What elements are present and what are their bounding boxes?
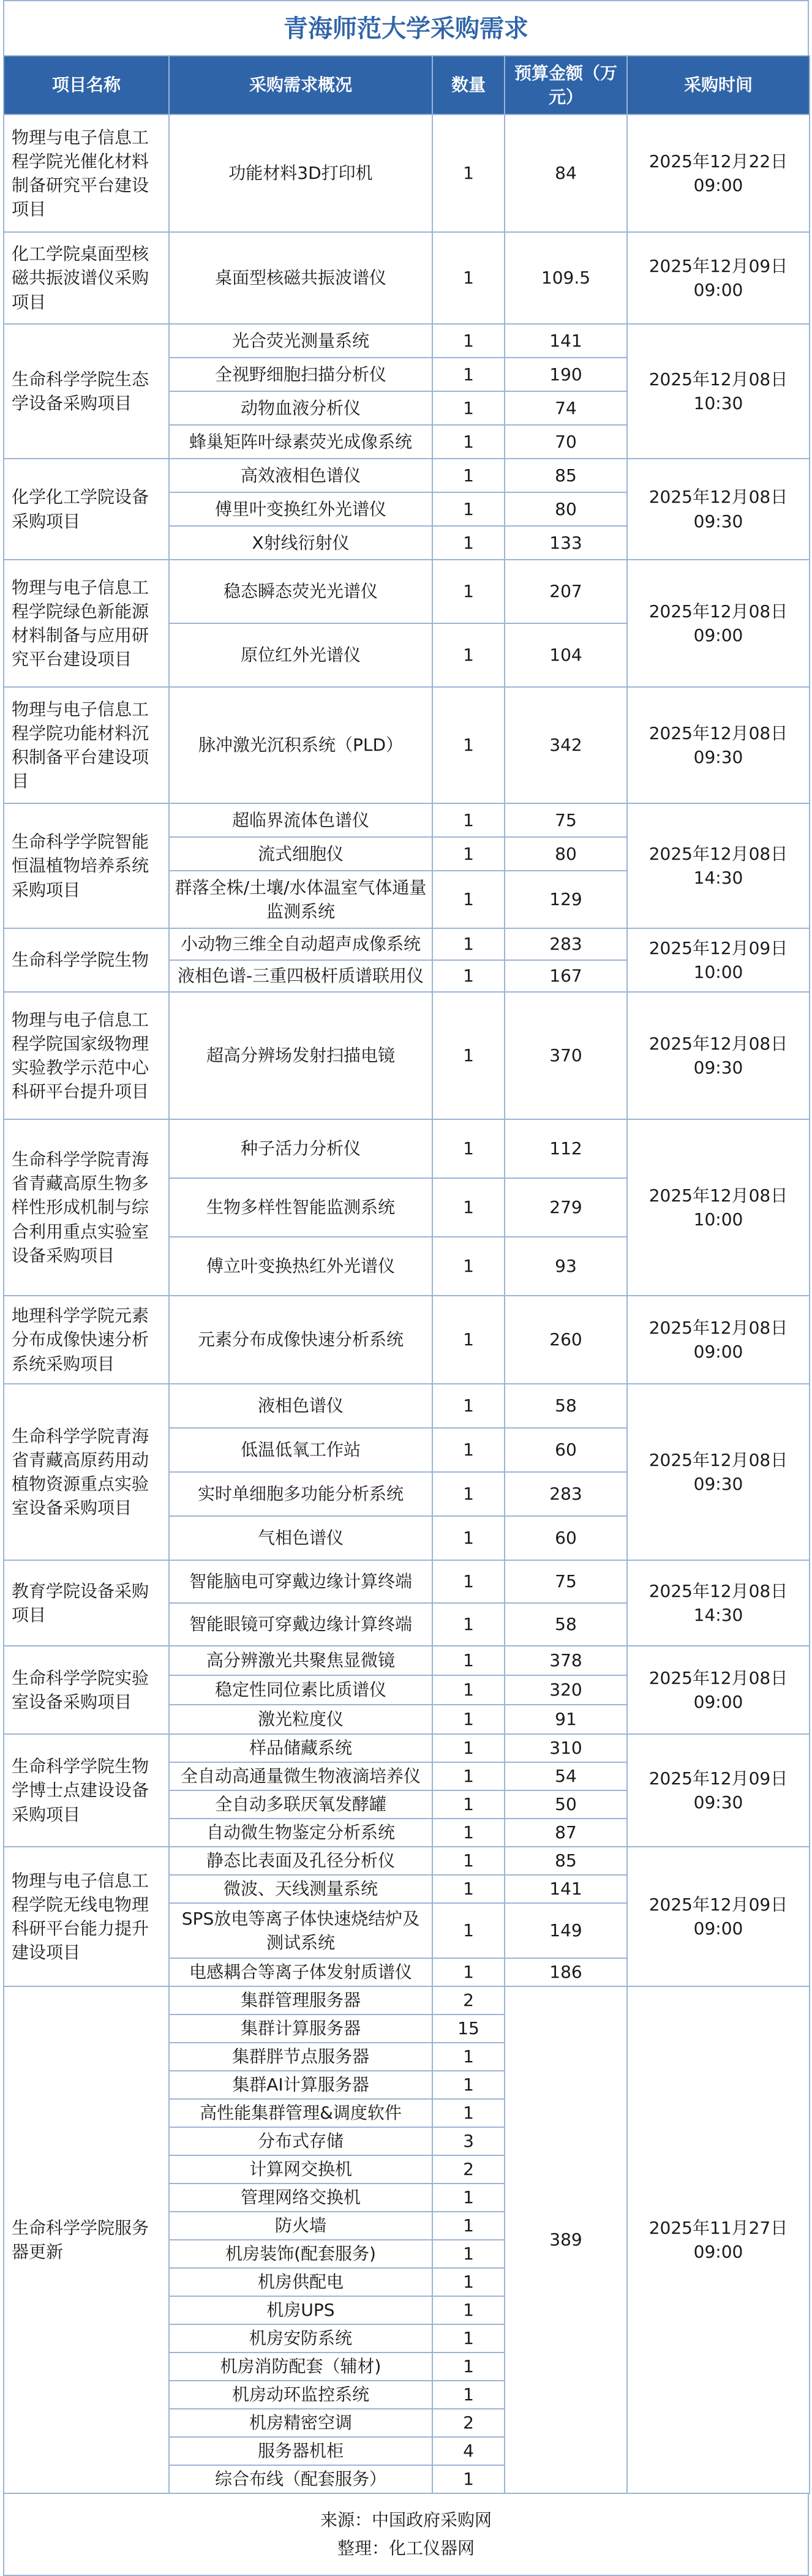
project-name: 化学化工学院设备采购项目 — [4, 459, 169, 560]
item-budget: 283 — [505, 928, 627, 960]
project-name: 生命科学学院生物 — [4, 928, 169, 992]
project-name: 生命科学学院青海省青藏高原生物多样性形成机制与综合利用重点实验室设备采购项目 — [4, 1119, 169, 1296]
table-row — [4, 324, 810, 358]
item-qty: 1 — [432, 1516, 505, 1560]
purchase-time: 2025年12月08日 09:30 — [627, 1384, 810, 1560]
item-name: 生物多样性智能监测系统 — [169, 1178, 432, 1237]
item-qty: 1 — [432, 425, 505, 459]
item-qty: 1 — [432, 1384, 505, 1428]
item-budget: 370 — [505, 992, 627, 1119]
item-name: 高性能集群管理&调度软件 — [169, 2099, 432, 2127]
item-qty: 1 — [432, 2296, 505, 2324]
purchase-time: 2025年12月09日 09:00 — [627, 1847, 810, 1986]
item-qty: 1 — [432, 391, 505, 425]
item-name: 元素分布成像快速分析系统 — [169, 1296, 432, 1384]
table-row — [4, 459, 810, 492]
project-name: 物理与电子信息工程学院无线电物理科研平台能力提升建设项目 — [4, 1847, 169, 1986]
purchase-time: 2025年12月08日 09:30 — [627, 687, 810, 803]
item-budget: 109.5 — [505, 232, 627, 324]
item-name: 自动微生物鉴定分析系统 — [169, 1819, 432, 1847]
item-qty: 4 — [432, 2437, 505, 2465]
item-budget: 310 — [505, 1734, 627, 1762]
item-name: 低温低氧工作站 — [169, 1428, 432, 1472]
purchase-time: 2025年12月08日 09:30 — [627, 459, 810, 560]
table-body — [4, 115, 810, 2493]
item-budget: 141 — [505, 324, 627, 358]
item-budget: 74 — [505, 391, 627, 425]
item-qty: 1 — [432, 960, 505, 992]
item-name: 计算网交换机 — [169, 2155, 432, 2184]
item-budget: 186 — [505, 1958, 627, 1986]
item-qty: 1 — [432, 2381, 505, 2409]
procurement-page — [3, 0, 809, 2576]
item-qty: 1 — [432, 2465, 505, 2493]
item-budget: 60 — [505, 1428, 627, 1472]
item-budget: 207 — [505, 560, 627, 623]
item-qty: 1 — [432, 2324, 505, 2353]
table-row — [4, 560, 810, 623]
item-name: 流式细胞仪 — [169, 837, 432, 871]
item-name: 全视野细胞扫描分析仪 — [169, 358, 432, 391]
item-name: X射线衍射仪 — [169, 526, 432, 560]
item-qty: 1 — [432, 1237, 505, 1296]
table-row — [4, 1119, 810, 1178]
table-row — [4, 992, 810, 1119]
item-budget: 58 — [505, 1384, 627, 1428]
item-name: 液相色谱仪 — [169, 1384, 432, 1428]
purchase-time: 2025年12月08日 14:30 — [627, 803, 810, 928]
item-name: 智能脑电可穿戴边缘计算终端 — [169, 1560, 432, 1603]
table-row — [4, 1734, 810, 1762]
item-qty: 1 — [432, 115, 505, 232]
project-name: 生命科学学院实验室设备采购项目 — [4, 1646, 169, 1734]
item-budget: 104 — [505, 623, 627, 687]
item-budget: 320 — [505, 1675, 627, 1705]
item-budget: 60 — [505, 1516, 627, 1560]
item-qty: 2 — [432, 1986, 505, 2015]
item-name: SPS放电等离子体快速烧结炉及测试系统 — [169, 1903, 432, 1958]
item-qty: 1 — [432, 1603, 505, 1646]
footer — [3, 2494, 809, 2576]
item-qty: 1 — [432, 2184, 505, 2212]
item-qty: 2 — [432, 2155, 505, 2184]
item-budget: 58 — [505, 1603, 627, 1646]
item-qty: 1 — [432, 1119, 505, 1178]
item-qty: 1 — [432, 1958, 505, 1986]
item-budget: 70 — [505, 425, 627, 459]
item-budget: 129 — [505, 871, 627, 928]
item-name: 集群AI计算服务器 — [169, 2071, 432, 2099]
item-name: 集群胖节点服务器 — [169, 2043, 432, 2071]
item-name: 动物血液分析仪 — [169, 391, 432, 425]
item-name: 综合布线（配套服务） — [169, 2465, 432, 2493]
table-row — [4, 115, 810, 232]
purchase-time: 2025年12月08日 10:30 — [627, 324, 810, 459]
header-qty: 数量 — [432, 56, 505, 115]
item-budget: 260 — [505, 1296, 627, 1384]
item-budget: 378 — [505, 1646, 627, 1675]
item-qty: 1 — [432, 324, 505, 358]
item-budget: 54 — [505, 1762, 627, 1790]
item-name: 机房供配电 — [169, 2268, 432, 2296]
project-name: 地理科学学院元素分布成像快速分析系统采购项目 — [4, 1296, 169, 1384]
header-project: 项目名称 — [4, 56, 169, 115]
item-name: 防火墙 — [169, 2212, 432, 2240]
item-qty: 1 — [432, 1903, 505, 1958]
item-qty: 1 — [432, 1428, 505, 1472]
item-name: 小动物三维全自动超声成像系统 — [169, 928, 432, 960]
table-row — [4, 1986, 810, 2015]
item-name: 实时单细胞多功能分析系统 — [169, 1472, 432, 1516]
item-name: 功能材料3D打印机 — [169, 115, 432, 232]
table-row — [4, 1646, 810, 1675]
item-qty: 1 — [432, 232, 505, 324]
purchase-time: 2025年12月09日 09:00 — [627, 232, 810, 324]
purchase-time: 2025年12月09日 10:00 — [627, 928, 810, 992]
purchase-time: 2025年12月09日 09:30 — [627, 1734, 810, 1847]
item-qty: 1 — [432, 526, 505, 560]
item-qty: 1 — [432, 358, 505, 391]
item-name: 机房安防系统 — [169, 2324, 432, 2353]
item-name: 全自动多联厌氧发酵罐 — [169, 1790, 432, 1819]
item-name: 傅立叶变换热红外光谱仪 — [169, 1237, 432, 1296]
procurement-table — [3, 55, 810, 2494]
item-qty: 1 — [432, 623, 505, 687]
item-name: 智能眼镜可穿戴边缘计算终端 — [169, 1603, 432, 1646]
item-qty: 3 — [432, 2127, 505, 2155]
item-qty: 1 — [432, 459, 505, 492]
purchase-time: 2025年12月22日 09:00 — [627, 115, 810, 232]
item-budget: 91 — [505, 1705, 627, 1734]
item-name: 蜂巢矩阵叶绿素荧光成像系统 — [169, 425, 432, 459]
item-qty: 1 — [432, 1646, 505, 1675]
item-budget: 342 — [505, 687, 627, 803]
footer-editor: 整理：化工仪器网 — [337, 2538, 475, 2558]
item-qty: 1 — [432, 1705, 505, 1734]
item-budget: 80 — [505, 837, 627, 871]
item-qty: 1 — [432, 2212, 505, 2240]
item-budget: 80 — [505, 492, 627, 526]
item-qty: 1 — [432, 2099, 505, 2127]
item-qty: 1 — [432, 1675, 505, 1705]
project-name: 物理与电子信息工程学院功能材料沉积制备平台建设项目 — [4, 687, 169, 803]
item-qty: 1 — [432, 928, 505, 960]
page-title: 青海师范大学采购需求 — [3, 0, 809, 55]
project-name: 教育学院设备采购项目 — [4, 1560, 169, 1646]
item-qty: 1 — [432, 2240, 505, 2268]
item-budget: 85 — [505, 1847, 627, 1875]
item-budget: 112 — [505, 1119, 627, 1178]
item-budget: 93 — [505, 1237, 627, 1296]
item-budget: 389 — [505, 1986, 627, 2493]
table-row — [4, 803, 810, 837]
item-budget: 133 — [505, 526, 627, 560]
table-row — [4, 232, 810, 324]
table-row — [4, 1296, 810, 1384]
item-name: 微波、天线测量系统 — [169, 1875, 432, 1903]
item-name: 机房消防配套（辅材) — [169, 2353, 432, 2381]
item-name: 机房精密空调 — [169, 2409, 432, 2437]
item-name: 集群计算服务器 — [169, 2015, 432, 2043]
project-name: 化工学院桌面型核磁共振波谱仪采购项目 — [4, 232, 169, 324]
item-budget: 84 — [505, 115, 627, 232]
item-qty: 2 — [432, 2409, 505, 2437]
item-budget: 190 — [505, 358, 627, 391]
item-qty: 1 — [432, 1875, 505, 1903]
table-row — [4, 928, 810, 960]
item-name: 高分辨激光共聚焦显微镜 — [169, 1646, 432, 1675]
item-name: 样品储藏系统 — [169, 1734, 432, 1762]
item-qty: 1 — [432, 1472, 505, 1516]
purchase-time: 2025年12月08日 09:00 — [627, 1646, 810, 1734]
item-name: 管理网络交换机 — [169, 2184, 432, 2212]
item-name: 种子活力分析仪 — [169, 1119, 432, 1178]
item-qty: 1 — [432, 492, 505, 526]
item-budget: 75 — [505, 1560, 627, 1603]
item-name: 机房动环监控系统 — [169, 2381, 432, 2409]
header-item: 采购需求概况 — [169, 56, 432, 115]
item-qty: 1 — [432, 1819, 505, 1847]
table-row — [4, 1847, 810, 1875]
item-qty: 1 — [432, 2071, 505, 2099]
item-name: 集群管理服务器 — [169, 1986, 432, 2015]
item-name: 超高分辨场发射扫描电镜 — [169, 992, 432, 1119]
item-name: 超临界流体色谱仪 — [169, 803, 432, 837]
purchase-time: 2025年12月08日 10:00 — [627, 1119, 810, 1296]
item-name: 稳定性同位素比质谱仪 — [169, 1675, 432, 1705]
item-qty: 1 — [432, 2043, 505, 2071]
item-name: 桌面型核磁共振波谱仪 — [169, 232, 432, 324]
project-name: 生命科学学院青海省青藏高原药用动植物资源重点实验室设备采购项目 — [4, 1384, 169, 1560]
item-name: 液相色谱-三重四极杆质谱联用仪 — [169, 960, 432, 992]
project-name: 物理与电子信息工程学院国家级物理实验教学示范中心科研平台提升项目 — [4, 992, 169, 1119]
item-budget: 167 — [505, 960, 627, 992]
item-qty: 1 — [432, 2268, 505, 2296]
item-qty: 1 — [432, 1560, 505, 1603]
item-name: 光合荧光测量系统 — [169, 324, 432, 358]
item-budget: 87 — [505, 1819, 627, 1847]
item-name: 机房UPS — [169, 2296, 432, 2324]
item-budget: 75 — [505, 803, 627, 837]
item-qty: 15 — [432, 2015, 505, 2043]
project-name: 生命科学学院生物学博士点建设设备采购项目 — [4, 1734, 169, 1847]
header-time: 采购时间 — [627, 56, 810, 115]
table-row — [4, 687, 810, 803]
purchase-time: 2025年11月27日 09:00 — [627, 1986, 810, 2493]
purchase-time: 2025年12月08日 09:00 — [627, 560, 810, 687]
purchase-time: 2025年12月08日 09:00 — [627, 1296, 810, 1384]
item-qty: 1 — [432, 871, 505, 928]
item-name: 傅里叶变换红外光谱仪 — [169, 492, 432, 526]
item-name: 服务器机柜 — [169, 2437, 432, 2465]
item-name: 高效液相色谱仪 — [169, 459, 432, 492]
item-qty: 1 — [432, 1762, 505, 1790]
table-row — [4, 1560, 810, 1603]
item-qty: 1 — [432, 1847, 505, 1875]
item-budget: 149 — [505, 1903, 627, 1958]
item-name: 分布式存储 — [169, 2127, 432, 2155]
item-name: 气相色谱仪 — [169, 1516, 432, 1560]
footer-source: 来源：中国政府采购网 — [320, 2510, 492, 2530]
item-name: 脉冲激光沉积系统（PLD） — [169, 687, 432, 803]
item-qty: 1 — [432, 837, 505, 871]
header-row — [4, 56, 810, 115]
item-budget: 283 — [505, 1472, 627, 1516]
project-name: 生命科学学院智能恒温植物培养系统采购项目 — [4, 803, 169, 928]
item-qty: 1 — [432, 2353, 505, 2381]
item-name: 电感耦合等离子体发射质谱仪 — [169, 1958, 432, 1986]
item-qty: 1 — [432, 992, 505, 1119]
item-qty: 1 — [432, 1734, 505, 1762]
item-qty: 1 — [432, 687, 505, 803]
item-budget: 279 — [505, 1178, 627, 1237]
item-name: 静态比表面及孔径分析仪 — [169, 1847, 432, 1875]
table-row — [4, 1384, 810, 1428]
item-qty: 1 — [432, 1178, 505, 1237]
purchase-time: 2025年12月08日 09:30 — [627, 992, 810, 1119]
item-name: 原位红外光谱仪 — [169, 623, 432, 687]
item-budget: 85 — [505, 459, 627, 492]
item-name: 群落全株/土壤/水体温室气体通量监测系统 — [169, 871, 432, 928]
item-name: 稳态瞬态荧光光谱仪 — [169, 560, 432, 623]
purchase-time: 2025年12月08日 14:30 — [627, 1560, 810, 1646]
project-name: 物理与电子信息工程学院光催化材料制备研究平台建设项目 — [4, 115, 169, 232]
item-name: 全自动高通量微生物液滴培养仪 — [169, 1762, 432, 1790]
item-name: 激光粒度仪 — [169, 1705, 432, 1734]
item-qty: 1 — [432, 803, 505, 837]
item-qty: 1 — [432, 560, 505, 623]
item-qty: 1 — [432, 1296, 505, 1384]
header-budget: 预算金额（万元） — [505, 56, 627, 115]
item-budget: 50 — [505, 1790, 627, 1819]
project-name: 物理与电子信息工程学院绿色新能源材料制备与应用研究平台建设项目 — [4, 560, 169, 687]
item-qty: 1 — [432, 1790, 505, 1819]
project-name: 生命科学学院服务器更新 — [4, 1986, 169, 2493]
project-name: 生命科学学院生态学设备采购项目 — [4, 324, 169, 459]
item-budget: 141 — [505, 1875, 627, 1903]
item-name: 机房装饰(配套服务) — [169, 2240, 432, 2268]
